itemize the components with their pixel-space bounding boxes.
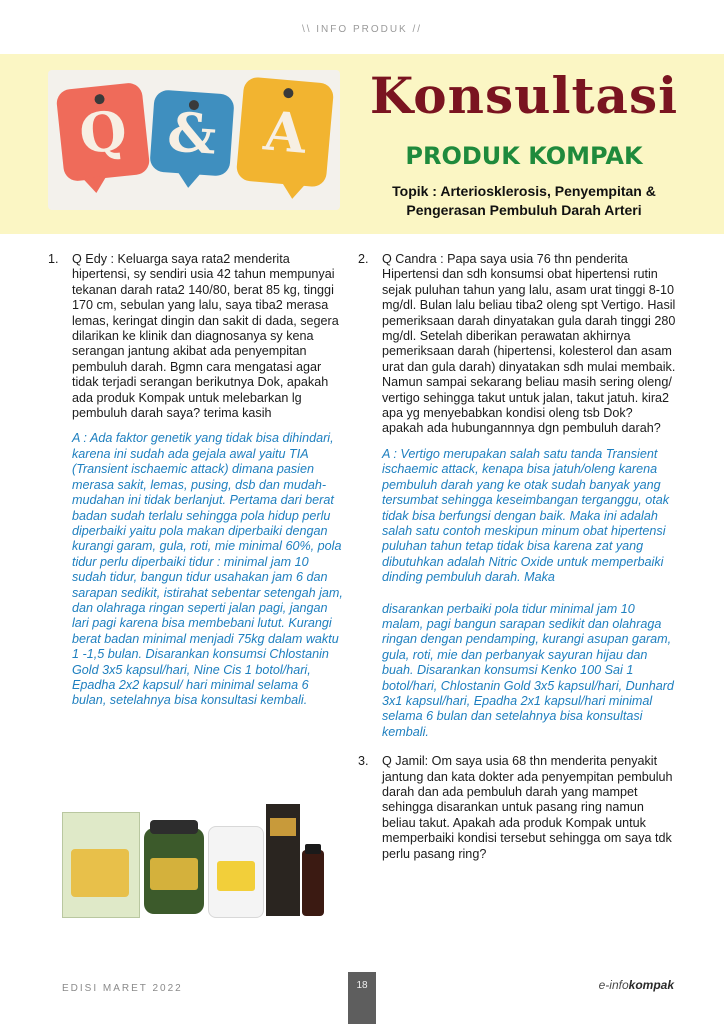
a-glyph: A (261, 98, 309, 166)
edition-label: EDISI MARET 2022 (62, 983, 183, 994)
answer-text: A : Vertigo merupakan salah satu tanda Transient ischaemic attack, kenapa bisa jatuh/oleng karena pembuluh darah yang ke otak sudah banyak yang tersumbat sehingga keseimbangan terganggu, otak tidak bisa berfungsi dengan baik. Maka ini adalah salah satu contoh meskipun minum obat hipertensi puluhan tahun tetap tidak bisa karena zat yang dibutuhkan adalah Nitric Oxide untuk memperbaiki dinding pembuluh darah. Maka (382, 446, 670, 585)
question-text: Q Edy : Keluarga saya rata2 menderita hipertensi, sy sendiri usia 42 tahun mempunyai tekanan darah rata2 140/80, berat 85 kg, tinggi 170 cm, sebulan yang lalu, saya tiba2 merasa lemas, keringat dingin dan sakit di dada, segera dilarikan ke klinik dan diagnosanya sy kena serangan jantung akibat ada penyempitan pembuluh darah. Bgmn cara mengatasi agar tidak terjadi serangan berikutnya Dok, apakah ada produk Kompak untuk melebarkan lg pembuluh darah saya? terima kasih (72, 252, 339, 421)
a-speech-bubble (236, 76, 335, 187)
nine-cis-box (266, 804, 300, 916)
product-photo (62, 800, 338, 918)
topic-heading: Topik : Arteriosklerosis, Penyempitan & Pengerasan Pembuluh Darah Arteri (392, 183, 656, 218)
ampersand-glyph: & (165, 99, 219, 167)
question-text: Q Candra : Papa saya usia 76 thn penderita Hipertensi dan sdh konsumsi obat hipertensi rutin sejak puluhan tahun yang lalu, asam urat tinggi 8-10 mg/dl. Bulan lalu beliau tiba2 oleng spt Vertigo. Hasil pemeriksaan darah dinyatakan gula darah tinggi 280 mg/dl. Setelah diberikan perawatan akhirnya pemeriksaan darah (hipertensi, kolesterol dan asam urat dan gula darah) dinyatakan sdh mulai membaik. Namun sampai sekarang beliau masih sering oleng/ vertigo sehingga takut untuk jalan, takut jatuh. kira2 apa yg menyebabkan kondisi oleng tsb Dok? apakah ada hubungannnya dgn pembuluh darah? (382, 252, 676, 436)
brand-logo (599, 978, 674, 992)
answer-text: A : Ada faktor genetik yang tidak bisa dihindari, karena ini sudah ada gejala awal yaitu TIA (Transient ischaemic attack) dimana pasien merasa sakit, lemas, pusing, dsb dan mudah-mudahan ini tidak berlanjut. Pertama dari berat badan sudah terlalu sehingga pola hidup perlu diperbaiki yaitu pola makan diperbaiki dengan kurangi garam, gula, roti, mie minimal 60%, pola tidur perlu diperbaiki tidur : minimal jam 10 sudah tidur, bangun tidur usahakan jam 6 dan sarapan sedikit, istirahat sebentar setengah jam, dan olahraga ringan seperti jalan pagi, jangan lari pagi karena bisa membebani lutut. Kurangi berat badan minimal menjadi 75kg dalam waktu 1 -1,5 bulan. Disarankan konsumsi Chlostanin Gold 3x5 kapsul/hari, Nine Cis 1 botol/hari, Epadha 2x2 kapsul/ hari minimal selama 6 bulan, setelahnya bisa konsultasi kembali. (72, 431, 343, 708)
question-item (358, 754, 676, 862)
left-column (48, 252, 344, 709)
question-item (358, 252, 676, 437)
question-number: 3. (358, 754, 369, 769)
ampersand-speech-bubble (149, 89, 235, 176)
question-number: 2. (358, 252, 369, 266)
section-label: \\ INFO PRODUK // (301, 24, 423, 35)
q-speech-bubble (55, 82, 150, 182)
page-number: 18 (348, 972, 376, 1024)
gold-capsule-jar (144, 828, 204, 914)
chlostanin-gold-box (62, 812, 140, 918)
page-subtitle: PRODUK KOMPAK (405, 142, 643, 170)
question-number: 1. (48, 252, 59, 266)
qa-illustration (48, 70, 340, 210)
brand-prefix: e-info (598, 978, 629, 992)
nine-cis-bottle (302, 850, 324, 916)
question-item (48, 252, 344, 421)
answer-text-continued: disarankan perbaiki pola tidur minimal jam 10 malam, pagi bangun sarapan sedikit dan olahraga ringan dengan pendamping, kurangi asupan garam, gula, roti, mie dan perbanyak sayuran hijau dan buah. Disarankan konsumsi Kenko 100 Sai 1 botol/hari, Chlostanin Gold 3x5 kapsul/hari, Dunhard 3x1 kapsul/hari, Epadha 2x1 kapsul/hari minimal selama 6 bulan dan setelahnya bisa konsultasi kembali. (382, 601, 674, 739)
epadha-jar (208, 826, 264, 918)
q-glyph: Q (76, 97, 130, 167)
right-column (358, 252, 676, 862)
pushpin-icon (283, 88, 294, 99)
brand-name: kompak (628, 978, 674, 992)
page-title: Konsultasi (369, 66, 679, 125)
question-text: Q Jamil: Om saya usia 68 thn menderita penyakit jantung dan kata dokter ada penyempitan pembuluh darah dan ada pembuluh darah yang mampet sehingga disarankan untuk pasang ring namun beliau takut. Apakah ada produk Kompak untuk memperbaiki kondisi tersebut sehingga om saya tdk perlu pasang ring? (382, 754, 673, 861)
